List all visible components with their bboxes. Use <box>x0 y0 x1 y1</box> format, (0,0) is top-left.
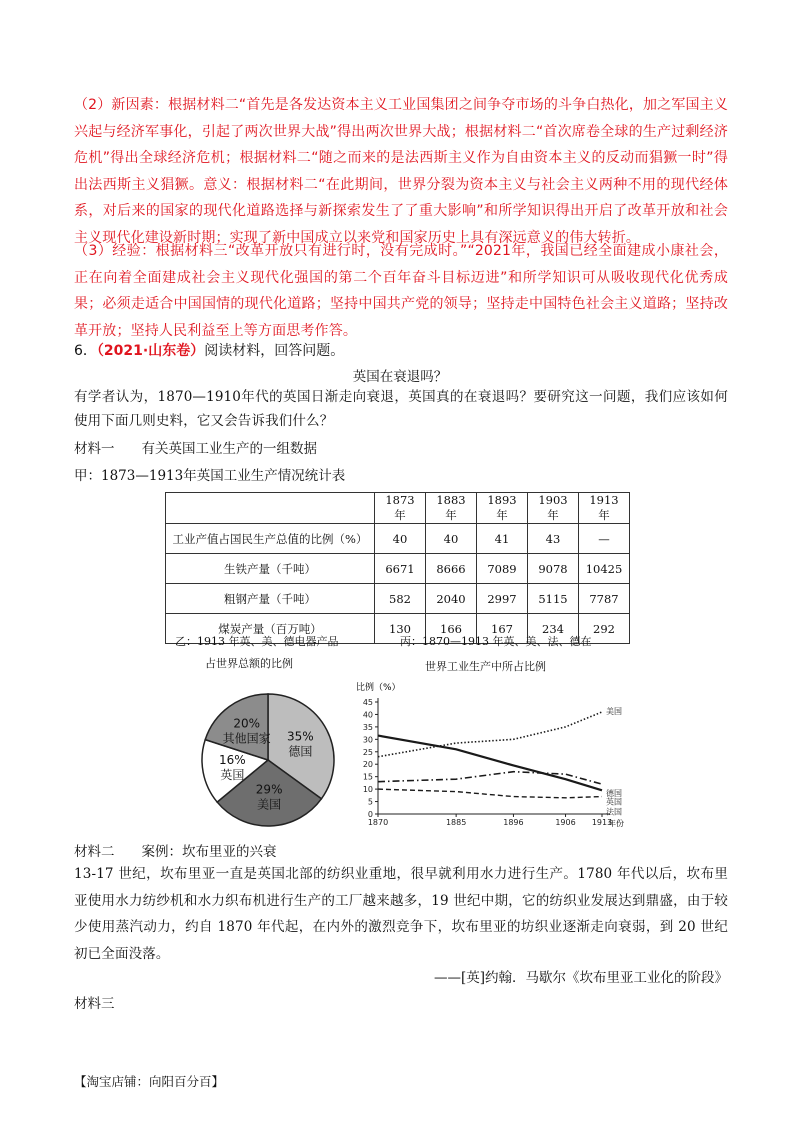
table-cell: 40 <box>375 524 426 554</box>
series-line <box>378 712 602 757</box>
material3-label: 材料三 <box>74 996 115 1012</box>
series-line <box>378 789 602 798</box>
material-title: 英国在衰退吗？ <box>352 369 448 385</box>
x-tick-label: 1906 <box>555 818 576 827</box>
question-heading <box>74 340 344 360</box>
table-cell: 130 <box>375 614 426 644</box>
table-cell: 234 <box>528 614 579 644</box>
table-cell: 292 <box>579 614 630 644</box>
row-label: 工业产值占国民生产总值的比例（%） <box>166 524 375 554</box>
intro-text: 有学者认为，1870—1910年代的英国日渐走向衰退，英国真的在衰退吗？要研究这一问题，我们应该如何使用下面几则史料，它又会告诉我们什么？ <box>74 389 728 429</box>
pie-name-label: 德国 <box>288 744 313 759</box>
legend-label: 英国 <box>606 797 622 807</box>
legend-label: 美国 <box>606 706 622 716</box>
table-cell: 9078 <box>528 554 579 584</box>
footer-shop: 【淘宝店铺：向阳百分百】 <box>74 1074 225 1089</box>
answer-3: （3）经验：根据材料三“改革开放只有进行时，没有完成时。”“2021年，我国已经全面建成小康社会，正在向着全面建成社会主义现代化强国的第二个百年奋斗目标迈进”和所学知识可从吸收现代化优秀成果；必须走适合中国国情的现代化道路；坚持中国共产党的领导；坚持走中国特色社会主义道路；坚持改革开放；坚持人民利益至上等方面思考作答。 <box>74 243 728 339</box>
pie-name-label: 美国 <box>257 797 282 812</box>
y-tick-label: 30 <box>362 735 373 745</box>
table-cell: 7787 <box>579 584 630 614</box>
question-prompt: 阅读材料，回答问题。 <box>204 343 345 359</box>
table-cell: 10425 <box>579 554 630 584</box>
row-label: 生铁产量（千吨） <box>166 554 375 584</box>
x-tick-label: 1870 <box>367 818 389 827</box>
year-header: 1913 年 <box>579 493 630 524</box>
pie-pct-label: 16% <box>219 752 246 767</box>
line-caption-1: 丙：1870—1913 年英、美、法、德在 <box>400 635 592 648</box>
year-header: 1903 年 <box>528 493 579 524</box>
y-tick-label: 25 <box>362 747 373 757</box>
table-cell: 8666 <box>426 554 477 584</box>
line-chart <box>352 680 632 830</box>
x-tick-label: 1913 <box>591 818 613 827</box>
pie-chart <box>190 690 350 830</box>
x-tick-label: 1885 <box>445 818 467 827</box>
table-cell: 43 <box>528 524 579 554</box>
table-cell: 167 <box>477 614 528 644</box>
material2-text: 13-17 世纪，坎布里亚一直是英国北部的纺织业重地，很早就利用水力进行生产。1780 年代以后，坎布里亚使用水力纺纱机和水力织布机进行生产的工厂越来越多，19 世纪中期，它的纺织业发展达到鼎盛，由于较少使用蒸汽动力，约自 1870 年代起，在内外的激烈竞争下，坎布里亚的坊织业逐渐走向衰弱，到 20 世纪初已全面没落。 <box>74 866 728 962</box>
table-cell: 166 <box>426 614 477 644</box>
table-cell: 2040 <box>426 584 477 614</box>
material2-citation: ——[英]约翰．马歇尔《坎布里亚工业化的阶段》 <box>433 970 728 986</box>
x-axis-label: 年份 <box>608 819 624 828</box>
row-label: 煤炭产量（百万吨） <box>166 614 375 644</box>
year-header: 1883 年 <box>426 493 477 524</box>
pie-name-label: 其他国家 <box>222 731 271 746</box>
table-caption: 甲：1873—1913年英国工业生产情况统计表 <box>74 468 346 484</box>
question-source: （2021·山东卷） <box>96 343 205 359</box>
y-axis-label: 比例（%） <box>356 683 401 693</box>
production-table <box>165 492 630 644</box>
question-number: 6． <box>74 343 97 359</box>
table-cell: 7089 <box>477 554 528 584</box>
table-row <box>166 584 630 614</box>
y-tick-label: 5 <box>367 797 373 807</box>
table-cell: 40 <box>426 524 477 554</box>
table-cell: 582 <box>375 584 426 614</box>
year-header: 1873 年 <box>375 493 426 524</box>
table-row <box>166 554 630 584</box>
x-tick-label: 1896 <box>503 818 524 827</box>
answer-2: （2）新因素：根据材料二“首先是各发达资本主义工业国集团之间争夺市场的斗争白热化，加之军国主义兴起与经济军事化，引起了两次世界大战”得出两次世界大战；根据材料二“首次席卷全球的生产过剩经济危机”得出全球经济危机；根据材料二“随之而来的是法西斯主义作为自由资本主义的反动而猖獗一时”得出法西斯主义猖獗。意义：根据材料二“在此期间，世界分裂为资本主义与社会主义两种不用的现代经体系，对后来的国家的现代化道路选择与新探索发生了了重大影响”和所学知识得出开启了改革开放和社会主义现代化建设新时期；实现了新中国成立以来党和国家历史上具有深远意义的伟大转折。 <box>74 97 728 246</box>
series-line <box>378 736 602 791</box>
line-caption-2: 世界工业生产中所占比例 <box>425 660 546 673</box>
pie-name-label: 英国 <box>220 767 245 782</box>
table-row <box>166 524 630 554</box>
pie-pct-label: 35% <box>287 729 314 744</box>
table-cell: 2997 <box>477 584 528 614</box>
series-line <box>378 772 602 784</box>
legend-label: 德国 <box>606 789 622 799</box>
year-header: 1893 年 <box>477 493 528 524</box>
y-tick-label: 40 <box>362 710 373 720</box>
table-cell: 41 <box>477 524 528 554</box>
table-cell: 5115 <box>528 584 579 614</box>
y-tick-label: 45 <box>362 698 373 707</box>
row-label: 粗钢产量（千吨） <box>166 584 375 614</box>
pie-pct-label: 29% <box>255 782 283 797</box>
table-cell: 6671 <box>375 554 426 584</box>
y-tick-label: 15 <box>362 772 373 782</box>
pie-caption-1: 乙：1913 年英、美、德电器产品 <box>175 635 339 648</box>
pie-caption-2: 占世界总额的比例 <box>205 657 293 670</box>
table-header-row <box>166 493 630 524</box>
y-tick-label: 35 <box>362 722 373 732</box>
y-tick-label: 0 <box>367 810 373 819</box>
legend-label: 法国 <box>606 807 622 817</box>
material2-label: 材料二 案例：坎布里亚的兴衰 <box>74 844 277 860</box>
y-tick-label: 20 <box>362 760 373 770</box>
pie-pct-label: 20% <box>233 716 260 731</box>
y-tick-label: 10 <box>362 785 373 795</box>
table-cell: — <box>579 524 630 554</box>
material1-label: 材料一 有关英国工业生产的一组数据 <box>74 441 317 457</box>
